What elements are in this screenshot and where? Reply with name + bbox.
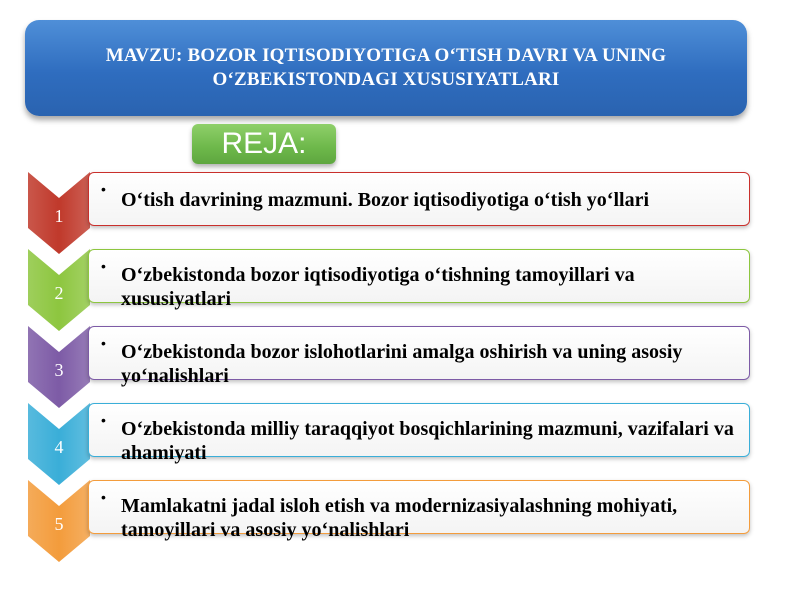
plan-item-number: 4 — [54, 437, 64, 457]
plan-item-text: O‘zbekistonda milliy taraqqiyot bosqichlarining mazmuni, vazifalari va ahamiyati — [121, 418, 734, 464]
plan-item-text: O‘tish davrining mazmuni. Bozor iqtisodiyotiga o‘tish yo‘llari — [121, 189, 649, 211]
plan-item-text: O‘zbekistonda bozor iqtisodiyotiga o‘tishning tamoyillari va xususiyatlari — [121, 264, 635, 310]
plan-item-number: 3 — [54, 360, 64, 380]
plan-item-card — [88, 403, 750, 464]
plan-item — [0, 249, 800, 329]
plan-item — [0, 172, 800, 252]
plan-label-box — [192, 124, 336, 164]
bullet-icon: • — [101, 258, 106, 274]
slide-title: MAVZU: BOZOR IQTISODIYOTIGA O‘TISH DAVRI VA UNING O‘ZBEKISTONDAGI XUSUSIYATLARI — [105, 45, 667, 90]
bullet-icon: • — [101, 181, 106, 197]
bullet-icon: • — [101, 335, 106, 351]
plan-item-text: Mamlakatni jadal isloh etish va modernizasiyalashning mohiyati, tamoyillari va asosiy yo‘nalishlari — [121, 495, 678, 541]
plan-item-number: 2 — [54, 283, 64, 303]
bullet-icon: • — [101, 412, 106, 428]
plan-item-text: O‘zbekistonda bozor islohotlarini amalga oshirish va uning asosiy yo‘nalishlari — [121, 341, 683, 387]
plan-item-card — [88, 480, 750, 541]
plan-item-number: 1 — [54, 206, 64, 226]
plan-item — [0, 403, 800, 483]
slide-title-box — [25, 20, 747, 116]
plan-item — [0, 326, 800, 406]
plan-item-number: 5 — [54, 514, 64, 534]
plan-item-card — [88, 326, 750, 387]
plan-label: REJA: — [221, 127, 307, 160]
plan-item-card — [88, 172, 750, 226]
plan-item — [0, 480, 800, 560]
plan-item-card — [88, 249, 750, 310]
bullet-icon: • — [101, 489, 106, 505]
